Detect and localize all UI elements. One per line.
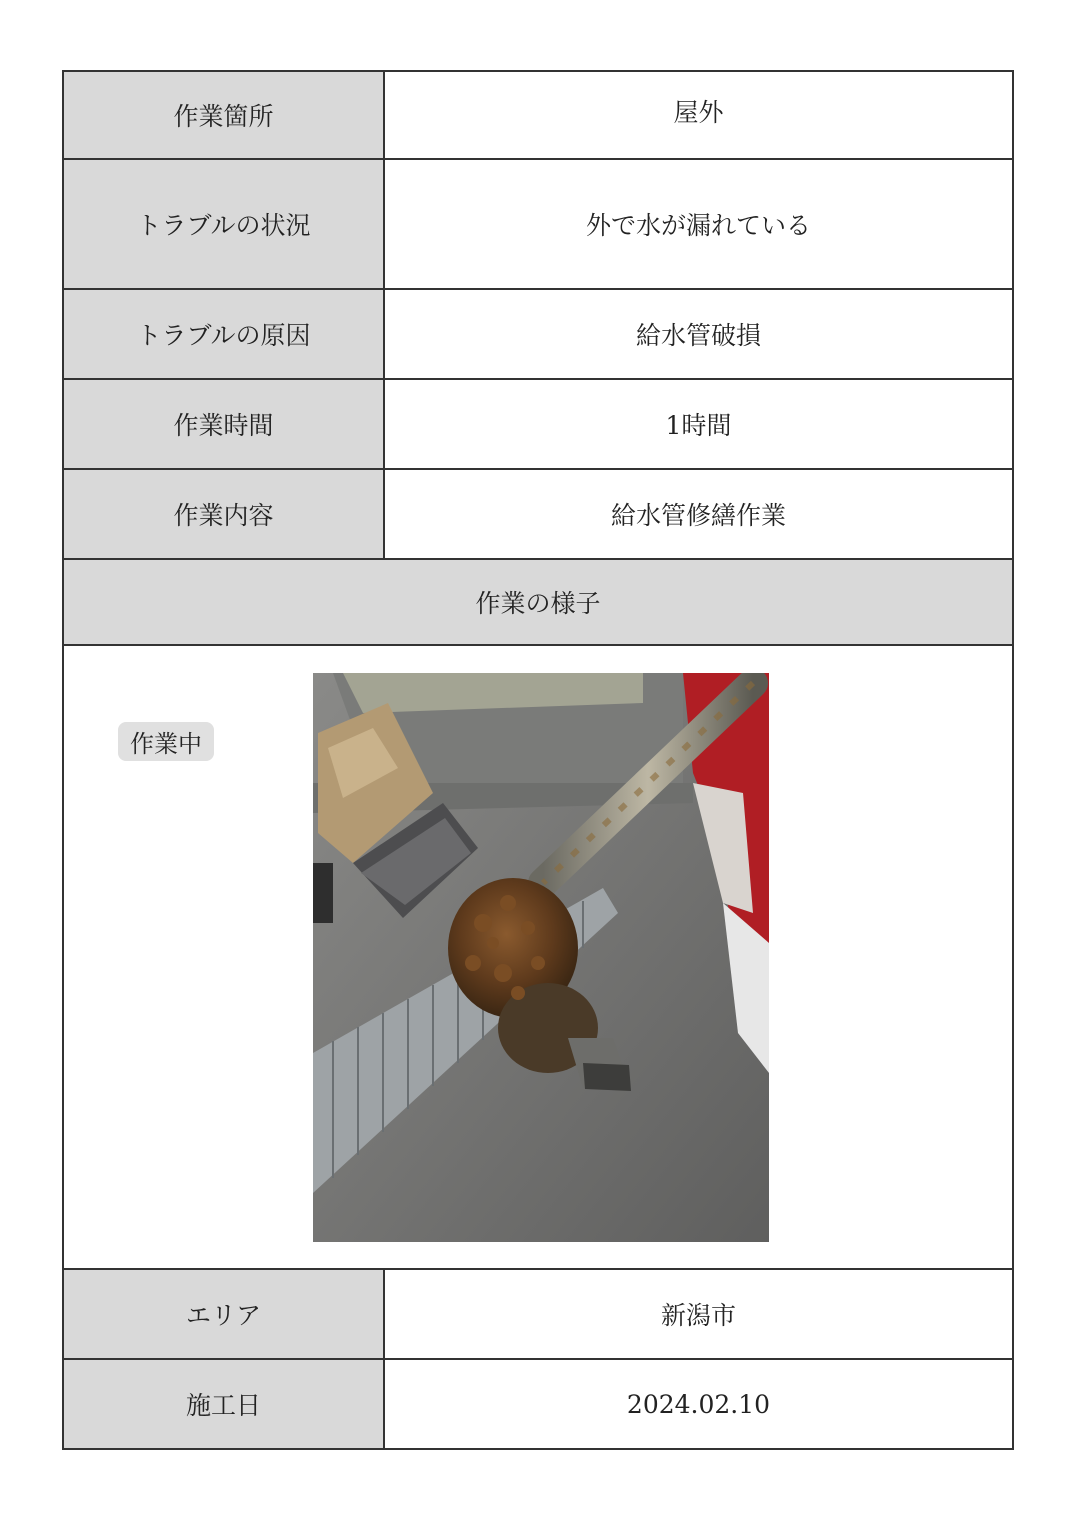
row-work-content [62,470,1014,560]
label-work-time: 作業時間 [64,380,385,468]
value-trouble-status: 外で水が漏れている [385,160,1012,288]
work-photo [313,673,769,1242]
label-area: エリア [64,1270,385,1358]
row-work-location [62,70,1014,160]
value-work-content: 給水管修繕作業 [385,470,1012,558]
photo-section [62,646,1014,1270]
row-work-time [62,380,1014,470]
value-construction-date: 2024.02.10 [385,1360,1012,1448]
value-work-time: 1時間 [385,380,1012,468]
row-area [62,1270,1014,1360]
photo-badge: 作業中 [118,722,214,761]
value-area: 新潟市 [385,1270,1012,1358]
row-construction-date [62,1360,1014,1450]
label-work-location: 作業箇所 [64,72,385,158]
row-section-title [62,560,1014,646]
label-construction-date: 施工日 [64,1360,385,1448]
section-title: 作業の様子 [64,560,1012,644]
row-trouble-cause [62,290,1014,380]
label-trouble-cause: トラブルの原因 [64,290,385,378]
label-trouble-status: トラブルの状況 [64,160,385,288]
value-work-location: 屋外 [385,72,1012,158]
label-work-content: 作業内容 [64,470,385,558]
value-trouble-cause: 給水管破損 [385,290,1012,378]
row-trouble-status [62,160,1014,290]
report-sheet [62,70,1014,1450]
